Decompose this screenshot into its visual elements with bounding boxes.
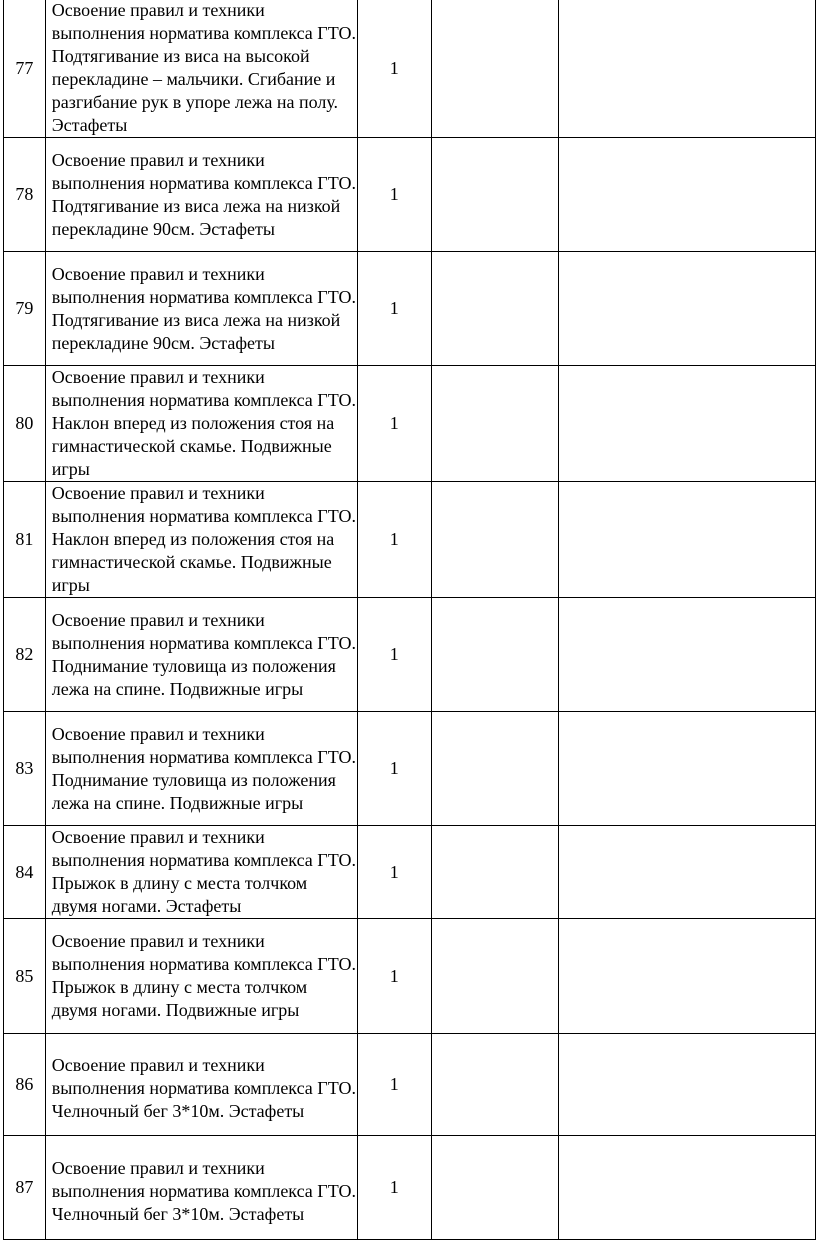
- lesson-hours: 1: [358, 598, 431, 712]
- table-row: [4, 1034, 816, 1136]
- lesson-number: 81: [4, 482, 46, 598]
- lesson-hours: 1: [358, 482, 431, 598]
- lesson-topic-text: Освоение правил и техники выполнения норматива комплекса ГТО. Челночный бег 3*10м. Эстафеты: [51, 1158, 356, 1224]
- lesson-hours: 1: [358, 712, 431, 826]
- lesson-number: 78: [4, 138, 46, 252]
- lesson-hours: 1: [358, 919, 431, 1034]
- lesson-topic: [45, 482, 357, 598]
- lesson-topic: [45, 0, 357, 138]
- empty-cell: [559, 712, 816, 826]
- lesson-number: 85: [4, 919, 46, 1034]
- lesson-topic-text: Освоение правил и техники выполнения норматива комплекса ГТО. Подтягивание из виса лежа на низкой перекладине 90см. Эстафеты: [51, 149, 356, 239]
- lesson-hours: 1: [358, 138, 431, 252]
- table-row: [4, 138, 816, 252]
- lesson-hours: 1: [358, 0, 431, 138]
- lesson-topic: [45, 598, 357, 712]
- empty-cell: [431, 598, 559, 712]
- lesson-topic: [45, 826, 357, 919]
- lesson-hours: 1: [358, 366, 431, 482]
- lesson-topic-text: Освоение правил и техники выполнения норматива комплекса ГТО. Подтягивание из виса на высокой перекладине – мальчики. Сгибание и разгибание рук в упоре лежа на полу. Эстафеты: [51, 0, 356, 135]
- lesson-number: 77: [4, 0, 46, 138]
- empty-cell: [559, 0, 816, 138]
- lesson-topic: [45, 919, 357, 1034]
- lesson-topic: [45, 138, 357, 252]
- table-row: [4, 1136, 816, 1240]
- lesson-topic-text: Освоение правил и техники выполнения норматива комплекса ГТО. Прыжок в длину с места толчком двумя ногами. Подвижные игры: [51, 931, 356, 1020]
- lesson-hours: 1: [358, 826, 431, 919]
- lesson-number: 79: [4, 252, 46, 366]
- empty-cell: [431, 1136, 559, 1240]
- empty-cell: [431, 712, 559, 826]
- empty-cell: [431, 826, 559, 919]
- lesson-plan-table: [3, 0, 816, 1240]
- lesson-hours: 1: [358, 1034, 431, 1136]
- lesson-topic-text: Освоение правил и техники выполнения норматива комплекса ГТО. Поднимание туловища из положения лежа на спине. Подвижные игры: [51, 723, 356, 813]
- empty-cell: [559, 366, 816, 482]
- empty-cell: [431, 0, 559, 138]
- empty-cell: [559, 1034, 816, 1136]
- table-row: [4, 919, 816, 1034]
- empty-cell: [559, 919, 816, 1034]
- lesson-topic-text: Освоение правил и техники выполнения норматива комплекса ГТО. Наклон вперед из положения стоя на гимнастической скамье. Подвижные игры: [51, 483, 356, 595]
- table-row: [4, 482, 816, 598]
- empty-cell: [559, 138, 816, 252]
- empty-cell: [431, 482, 559, 598]
- lesson-number: 86: [4, 1034, 46, 1136]
- lesson-number: 84: [4, 826, 46, 919]
- lesson-topic: [45, 252, 357, 366]
- empty-cell: [431, 252, 559, 366]
- empty-cell: [559, 826, 816, 919]
- table-row: [4, 366, 816, 482]
- empty-cell: [431, 366, 559, 482]
- table-row: [4, 598, 816, 712]
- lesson-topic-text: Освоение правил и техники выполнения норматива комплекса ГТО. Подтягивание из виса лежа на низкой перекладине 90см. Эстафеты: [51, 263, 356, 353]
- empty-cell: [431, 919, 559, 1034]
- lesson-topic: [45, 366, 357, 482]
- lesson-topic: [45, 1136, 357, 1240]
- empty-cell: [431, 1034, 559, 1136]
- empty-cell: [559, 1136, 816, 1240]
- lesson-number: 83: [4, 712, 46, 826]
- lesson-topic-text: Освоение правил и техники выполнения норматива комплекса ГТО. Прыжок в длину с места толчком двумя ногами. Эстафеты: [51, 827, 356, 916]
- table-row: [4, 0, 816, 138]
- lesson-number: 87: [4, 1136, 46, 1240]
- lesson-hours: 1: [358, 252, 431, 366]
- table-row: [4, 712, 816, 826]
- table-row: [4, 252, 816, 366]
- lesson-number: 82: [4, 598, 46, 712]
- lesson-topic-text: Освоение правил и техники выполнения норматива комплекса ГТО. Наклон вперед из положения стоя на гимнастической скамье. Подвижные игры: [51, 367, 356, 479]
- empty-cell: [559, 482, 816, 598]
- lesson-hours: 1: [358, 1136, 431, 1240]
- lesson-topic-text: Освоение правил и техники выполнения норматива комплекса ГТО. Поднимание туловища из положения лежа на спине. Подвижные игры: [51, 609, 356, 699]
- lesson-number: 80: [4, 366, 46, 482]
- empty-cell: [559, 598, 816, 712]
- lesson-topic-text: Освоение правил и техники выполнения норматива комплекса ГТО. Челночный бег 3*10м. Эстафеты: [51, 1054, 356, 1121]
- empty-cell: [559, 252, 816, 366]
- lesson-topic: [45, 712, 357, 826]
- lesson-topic: [45, 1034, 357, 1136]
- table-row: [4, 826, 816, 919]
- empty-cell: [431, 138, 559, 252]
